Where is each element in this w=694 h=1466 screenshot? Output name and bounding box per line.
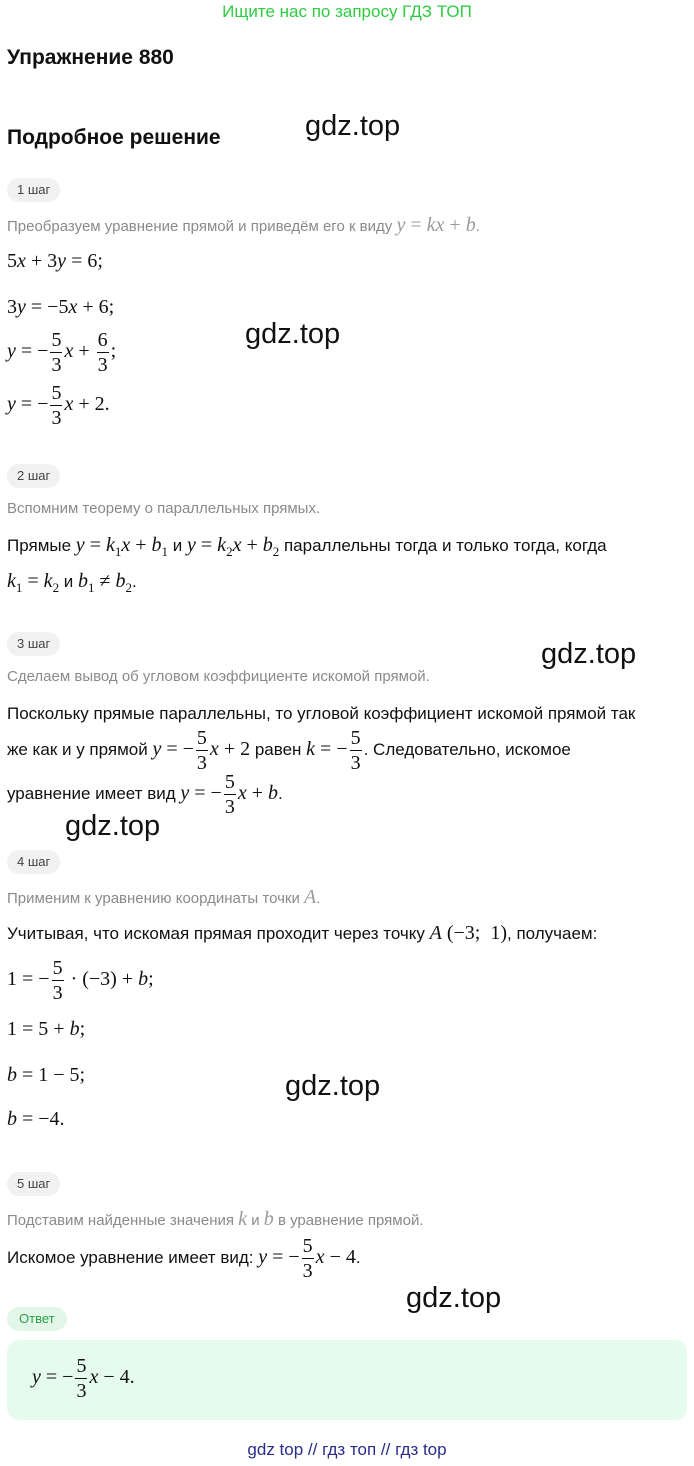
- step-3-line-2: же как и у прямой y = − $\frac{5}{3}$ x + 2 равен k = − $\frac{5}{3}$ . Следовательно, искомое: [7, 727, 571, 774]
- answer-equation: y = − $\frac{5}{3}$ x − 4.: [32, 1355, 135, 1402]
- watermark: gdz.top: [285, 1070, 381, 1102]
- footer-links[interactable]: gdz top // гдз топ // гдз top: [247, 1440, 447, 1459]
- equation-line: b = 1 − 5;: [7, 1064, 86, 1086]
- step-3-line-1: Поскольку прямые параллельны, то угловой коэффициент искомой прямой так: [7, 704, 636, 723]
- step-3-line-3: уравнение имеет вид y = − $\frac{5}{3}$ x + b.: [7, 771, 283, 818]
- answer-box: [7, 1340, 687, 1420]
- promo-banner[interactable]: Ищите нас по запросу ГДЗ ТОП: [222, 2, 472, 21]
- step-2-hint: Вспомним теорему о параллельных прямых.: [7, 500, 321, 517]
- equation-line: 1 = − $\frac{5}{3}$ · (−3) + b;: [7, 957, 154, 1004]
- step-1-hint: Преобразуем уравнение прямой и приведём его к виду y = kx + b.: [7, 214, 480, 236]
- step-4-hint: Применим к уравнению координаты точки A.: [7, 886, 321, 908]
- step-5-hint: Подставим найденные значения k и b в уравнение прямой.: [7, 1208, 424, 1230]
- watermark: gdz.top: [65, 810, 161, 842]
- step-2-badge: 2 шаг: [7, 464, 60, 488]
- solution-heading: Подробное решение: [7, 126, 221, 149]
- step-3-hint: Сделаем вывод об угловом коэффициенте искомой прямой.: [7, 668, 430, 685]
- watermark: gdz.top: [406, 1282, 502, 1314]
- equation-line: y = − $\frac{5}{3}$ x + 2.: [7, 382, 110, 429]
- watermark: gdz.top: [245, 318, 341, 350]
- equation-line: 3y = −5x + 6;: [7, 296, 115, 318]
- equation-line: 5x + 3y = 6;: [7, 250, 103, 272]
- step-5-badge: 5 шаг: [7, 1172, 60, 1196]
- answer-badge: Ответ: [7, 1307, 67, 1331]
- equation-line: b = −4.: [7, 1108, 65, 1130]
- step-4-badge: 4 шаг: [7, 850, 60, 874]
- step-4-text: Учитывая, что искомая прямая проходит через точку A (−3; 1), получаем:: [7, 922, 598, 944]
- equation-line: y = − $\frac{5}{3}$ x + $\frac{6}{3}$ ;: [7, 329, 117, 376]
- step-2-text: Прямые $y = k_1x + b_1$ и $y = k_2x + b_2$ параллельны тогда и только тогда, когда: [7, 534, 607, 559]
- step-2-text-cont: $k_1 = k_2$ и $b_1 \ne b_2$.: [7, 570, 137, 595]
- watermark: gdz.top: [305, 110, 401, 142]
- step-3-badge: 3 шаг: [7, 632, 60, 656]
- step-1-badge: 1 шаг: [7, 178, 60, 202]
- exercise-title: Упражнение 880: [7, 46, 174, 69]
- watermark: gdz.top: [541, 638, 637, 670]
- equation-line: 1 = 5 + b;: [7, 1018, 86, 1040]
- step-5-text: Искомое уравнение имеет вид: y = − $\frac{5}{3}$ x − 4.: [7, 1235, 361, 1282]
